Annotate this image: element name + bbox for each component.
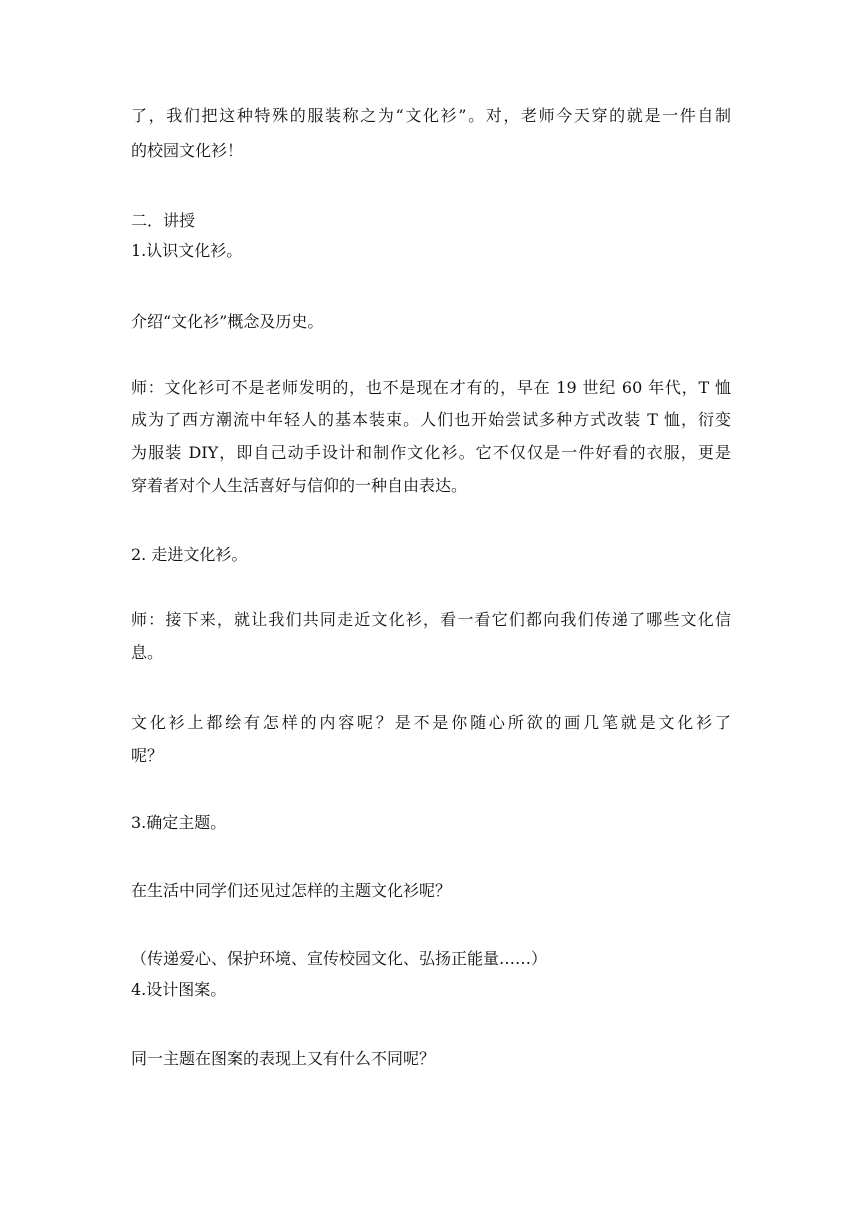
paragraph-concept-history: 介绍“文化衫”概念及历史。 [131, 312, 324, 331]
paragraph-question-line-1: 文化衫上都绘有怎样的内容呢？是不是你随心所欲的画几笔就是文化衫了 [131, 713, 731, 732]
section-heading-lecture: 二．讲授 [131, 211, 196, 230]
step-heading-3: 3.确定主题。 [131, 813, 227, 832]
paragraph-theme-examples: （传递爱心、保护环境、宣传校园文化、弘扬正能量……） [131, 949, 548, 968]
paragraph-history-line-2: 成为了西方潮流中年轻人的基本装束。人们也开始尝试多种方式改装 T 恤，衍变 [131, 410, 731, 429]
paragraph-history-line-4: 穿着者对个人生活喜好与信仰的一种自由表达。 [131, 476, 468, 495]
paragraph-explore-line-1: 师：接下来，就让我们共同走近文化衫，看一看它们都向我们传递了哪些文化信 [131, 610, 731, 629]
paragraph-question-line-2: 呢？ [131, 746, 164, 765]
paragraph-explore-line-2: 息。 [131, 643, 164, 662]
paragraph-history-line-1: 师：文化衫可不是老师发明的，也不是现在才有的，早在 19 世纪 60 年代，T 恤 [131, 378, 731, 397]
paragraph-intro-line-2: 的校园文化衫！ [131, 141, 244, 160]
paragraph-history-line-3: 为服装 DIY，即自己动手设计和制作文化衫。它不仅仅是一件好看的衣服，更是 [131, 443, 731, 462]
step-heading-1: 1.认识文化衫。 [131, 241, 243, 260]
paragraph-theme-question: 在生活中同学们还见过怎样的主题文化衫呢？ [131, 881, 452, 900]
step-heading-4: 4.设计图案。 [131, 980, 227, 999]
step-heading-2: 2. 走进文化衫。 [131, 545, 248, 564]
paragraph-design-question: 同一主题在图案的表现上又有什么不同呢？ [131, 1049, 436, 1068]
paragraph-intro-line-1: 了，我们把这种特殊的服装称之为“文化衫”。对，老师今天穿的就是一件自制 [131, 106, 731, 125]
